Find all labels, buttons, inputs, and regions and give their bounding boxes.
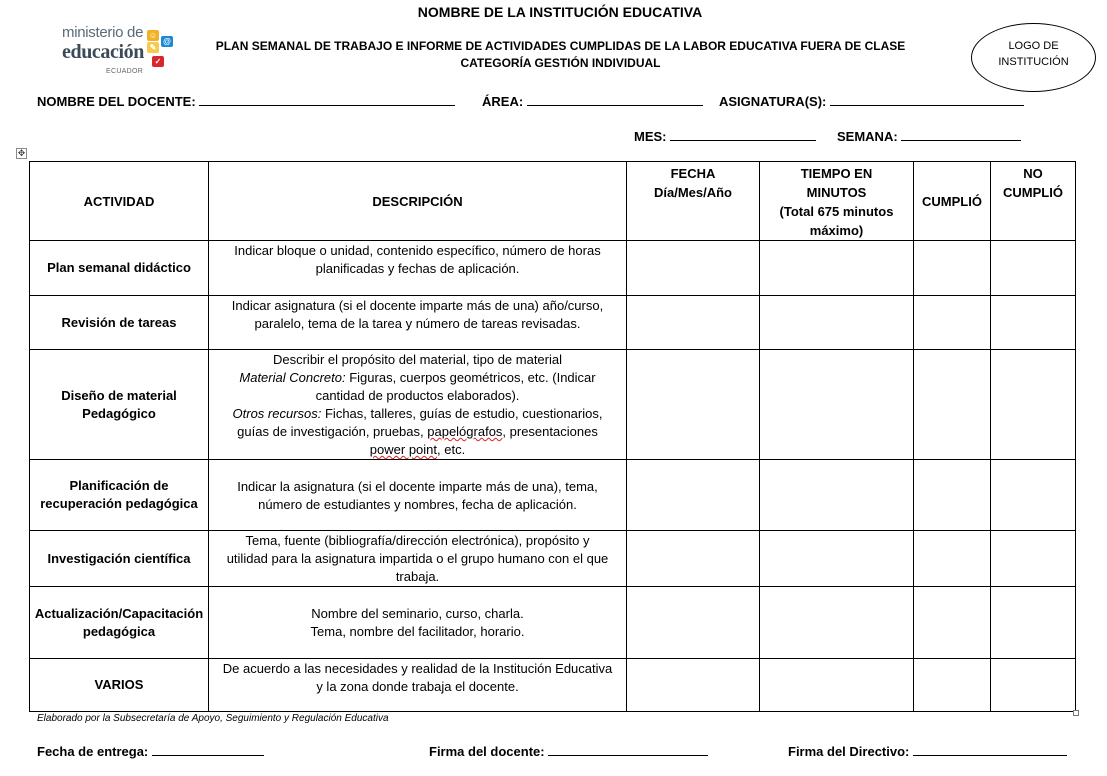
activity-label: VARIOS bbox=[94, 677, 144, 692]
firma-directivo-input-line[interactable] bbox=[913, 743, 1067, 756]
description-line: utilidad para la asignatura impartida o el grupo humano con el que bbox=[226, 551, 609, 566]
material-concreto-label: Material Concreto: bbox=[239, 370, 346, 385]
tiempo-cell[interactable] bbox=[760, 350, 914, 460]
activity-cell bbox=[30, 587, 209, 659]
header-tiempo-line1: TIEMPO EN bbox=[800, 166, 873, 181]
header-tiempo-line2: MINUTOS bbox=[806, 185, 867, 200]
tiempo-cell[interactable] bbox=[760, 531, 914, 587]
description-cell bbox=[209, 659, 627, 712]
no-cumplio-cell[interactable] bbox=[991, 587, 1076, 659]
table-row bbox=[30, 587, 1076, 659]
tiempo-cell[interactable] bbox=[760, 587, 914, 659]
cumplio-cell[interactable] bbox=[914, 350, 991, 460]
description-line: paralelo, tema de la tarea y número de tareas revisadas. bbox=[254, 316, 581, 331]
description-line: trabaja. bbox=[395, 569, 440, 584]
description-cell bbox=[209, 350, 627, 460]
header-fecha-line2: Día/Mes/Año bbox=[653, 185, 732, 200]
footnote: Elaborado por la Subsecretaría de Apoyo, Seguimiento y Regulación Educativa bbox=[37, 713, 389, 724]
activity-label: Investigación científica bbox=[47, 550, 191, 566]
fecha-cell[interactable] bbox=[627, 241, 760, 296]
fecha-entrega-field bbox=[37, 743, 264, 759]
fecha-entrega-label: Fecha de entrega: bbox=[37, 744, 149, 759]
header-fecha-line1: FECHA bbox=[670, 166, 716, 181]
plan-title-line1: PLAN SEMANAL DE TRABAJO E INFORME DE ACTIVIDADES CUMPLIDAS DE LA LABOR EDUCATIVA FUERA DE CLASE bbox=[215, 39, 906, 53]
description-line: Describir el propósito del material, tipo de material bbox=[272, 352, 562, 367]
logo-square-yellow-2-icon: ✎ bbox=[147, 42, 159, 53]
activity-label: pedagógica bbox=[82, 623, 156, 639]
description-cell bbox=[209, 460, 627, 531]
activity-cell bbox=[30, 296, 209, 350]
header-tiempo-line3: (Total 675 minutos bbox=[779, 204, 894, 219]
table-header-row bbox=[30, 162, 1076, 241]
activity-label: recuperación pedagógica bbox=[40, 496, 198, 511]
description-cell bbox=[209, 241, 627, 296]
docente-input-line[interactable] bbox=[199, 93, 455, 106]
docente-field bbox=[37, 93, 455, 109]
tiempo-cell[interactable] bbox=[760, 296, 914, 350]
description-fragment: guías de investigación, pruebas, bbox=[237, 424, 428, 439]
no-cumplio-cell[interactable] bbox=[991, 460, 1076, 531]
description-line: planificadas y fechas de aplicación. bbox=[315, 261, 520, 276]
table-resize-handle-icon[interactable] bbox=[1073, 710, 1079, 716]
table-row bbox=[30, 241, 1076, 296]
header-descripcion: DESCRIPCIÓN bbox=[209, 162, 627, 241]
description-line: número de estudiantes y nombres, fecha de aplicación. bbox=[258, 496, 577, 512]
description-line: y la zona donde trabaja el docente. bbox=[316, 679, 519, 694]
description-cell bbox=[209, 531, 627, 587]
description-line: Indicar asignatura (si el docente imparte más de una) año/curso, bbox=[231, 298, 604, 313]
plan-title bbox=[190, 38, 931, 72]
tiempo-cell[interactable] bbox=[760, 659, 914, 712]
activity-label: Planificación de bbox=[69, 478, 169, 493]
mes-input-line[interactable] bbox=[670, 128, 816, 141]
cumplio-cell[interactable] bbox=[914, 587, 991, 659]
table-row bbox=[30, 350, 1076, 460]
description-line bbox=[215, 405, 620, 423]
tiempo-cell[interactable] bbox=[760, 241, 914, 296]
logo-square-red-icon: ✓ bbox=[152, 56, 164, 67]
fecha-cell[interactable] bbox=[627, 659, 760, 712]
fecha-cell[interactable] bbox=[627, 460, 760, 531]
header-tiempo-line4: máximo) bbox=[809, 223, 864, 238]
no-cumplio-cell[interactable] bbox=[991, 350, 1076, 460]
description-line: Tema, nombre del facilitador, horario. bbox=[310, 624, 525, 639]
cumplio-cell[interactable] bbox=[914, 460, 991, 531]
header-no-cumplio bbox=[991, 162, 1076, 241]
plan-title-line2: CATEGORÍA GESTIÓN INDIVIDUAL bbox=[460, 56, 661, 70]
firma-docente-field bbox=[429, 743, 708, 759]
header-no-cumplio-line1: NO bbox=[1023, 166, 1043, 181]
table-row bbox=[30, 460, 1076, 531]
otros-recursos-label: Otros recursos: bbox=[232, 406, 322, 421]
institution-title: NOMBRE DE LA INSTITUCIÓN EDUCATIVA bbox=[417, 4, 703, 20]
cumplio-cell[interactable] bbox=[914, 659, 991, 712]
area-label: ÁREA: bbox=[482, 94, 524, 109]
activity-cell bbox=[30, 531, 209, 587]
description-line bbox=[215, 369, 620, 387]
tiempo-cell[interactable] bbox=[760, 460, 914, 531]
description-line: De acuerdo a las necesidades y realidad de la Institución Educativa bbox=[222, 661, 613, 676]
spellcheck-word: papelógrafos bbox=[427, 424, 503, 439]
logo-placeholder-line2: INSTITUCIÓN bbox=[998, 56, 1069, 68]
firma-docente-label: Firma del docente: bbox=[429, 744, 545, 759]
area-input-line[interactable] bbox=[527, 93, 703, 106]
logo-text-ecuador: ECUADOR bbox=[106, 68, 144, 75]
firma-directivo-label: Firma del Directivo: bbox=[788, 744, 910, 759]
activity-label: Diseño de material bbox=[61, 387, 177, 403]
description-line bbox=[215, 423, 620, 441]
firma-docente-input-line[interactable] bbox=[548, 743, 708, 756]
asignatura-field bbox=[719, 93, 1024, 109]
description-line: Indicar la asignatura (si el docente imparte más de una), tema, bbox=[237, 478, 598, 494]
header-tiempo bbox=[760, 162, 914, 241]
asignatura-label: ASIGNATURA(S): bbox=[719, 94, 827, 109]
semana-field bbox=[837, 128, 1021, 144]
firma-directivo-field bbox=[788, 743, 1067, 759]
description-cell bbox=[209, 587, 627, 659]
activity-cell bbox=[30, 460, 209, 531]
fecha-cell[interactable] bbox=[627, 350, 760, 460]
fecha-cell[interactable] bbox=[627, 587, 760, 659]
semana-input-line[interactable] bbox=[901, 128, 1021, 141]
activities-table bbox=[29, 161, 1076, 712]
activity-cell bbox=[30, 350, 209, 460]
fecha-cell[interactable] bbox=[627, 531, 760, 587]
description-line bbox=[215, 441, 620, 459]
header-cumplio: CUMPLIÓ bbox=[914, 162, 991, 241]
no-cumplio-cell[interactable] bbox=[991, 531, 1076, 587]
header-fecha bbox=[627, 162, 760, 241]
ministerio-educacion-logo bbox=[62, 22, 187, 84]
area-field bbox=[482, 93, 703, 109]
mes-field bbox=[634, 128, 816, 144]
spellcheck-word: power point bbox=[369, 442, 438, 457]
activity-label: Actualización/Capacitación bbox=[34, 605, 204, 621]
logo-square-yellow-icon: ☺ bbox=[148, 31, 158, 40]
fecha-cell[interactable] bbox=[627, 296, 760, 350]
mes-label: MES: bbox=[634, 129, 667, 144]
activity-label: Revisión de tareas bbox=[61, 314, 177, 330]
table-row bbox=[30, 659, 1076, 712]
material-concreto-text: Figuras, cuerpos geométricos, etc. (Indicar bbox=[345, 370, 596, 385]
description-cell bbox=[209, 296, 627, 350]
table-move-handle-icon[interactable]: ✥ bbox=[17, 148, 26, 158]
cumplio-cell[interactable] bbox=[914, 241, 991, 296]
activity-cell bbox=[30, 241, 209, 296]
header-no-cumplio-line2: CUMPLIÓ bbox=[1003, 185, 1063, 200]
otros-recursos-text: Fichas, talleres, guías de estudio, cuestionarios, bbox=[321, 406, 603, 421]
description-fragment: , etc. bbox=[437, 442, 466, 457]
description-line: Indicar bloque o unidad, contenido específico, número de horas bbox=[234, 243, 601, 258]
docente-label: NOMBRE DEL DOCENTE: bbox=[37, 94, 196, 109]
no-cumplio-cell[interactable] bbox=[991, 241, 1076, 296]
activity-cell bbox=[30, 659, 209, 712]
cumplio-cell[interactable] bbox=[914, 296, 991, 350]
logo-square-blue-icon: @ bbox=[161, 36, 173, 47]
logo-text-ministerio: ministerio de bbox=[62, 24, 144, 41]
logo-text-educacion: educación bbox=[62, 41, 144, 63]
cumplio-cell[interactable] bbox=[914, 531, 991, 587]
activity-label: Pedagógico bbox=[82, 405, 156, 421]
no-cumplio-cell[interactable] bbox=[991, 659, 1076, 712]
header-actividad: ACTIVIDAD bbox=[30, 162, 209, 241]
semana-label: SEMANA: bbox=[837, 129, 898, 144]
fecha-entrega-input-line[interactable] bbox=[152, 743, 264, 756]
description-line: Tema, fuente (bibliografía/dirección electrónica), propósito y bbox=[245, 533, 590, 548]
description-fragment: , presentaciones bbox=[502, 424, 598, 439]
asignatura-input-line[interactable] bbox=[830, 93, 1024, 106]
activity-label: Plan semanal didáctico bbox=[47, 260, 191, 275]
logo-placeholder-line1: LOGO DE bbox=[1008, 40, 1059, 52]
description-line: Nombre del seminario, curso, charla. bbox=[311, 606, 524, 621]
table-row bbox=[30, 296, 1076, 350]
no-cumplio-cell[interactable] bbox=[991, 296, 1076, 350]
description-line: cantidad de productos elaborados). bbox=[315, 388, 520, 403]
table-row bbox=[30, 531, 1076, 587]
institution-logo-placeholder bbox=[971, 23, 1096, 92]
